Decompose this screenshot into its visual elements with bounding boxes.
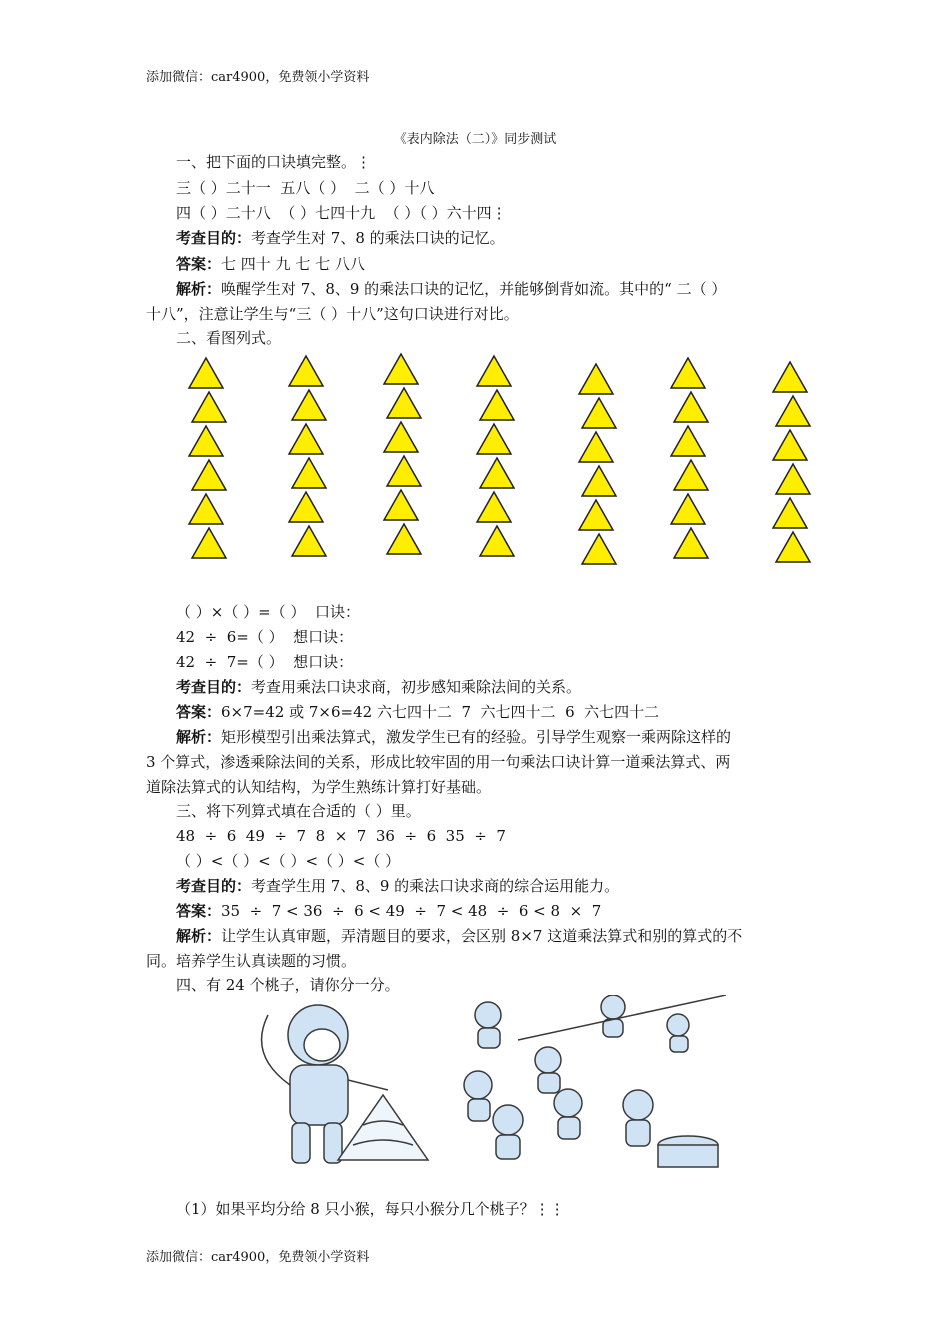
q2-line2: 42 ÷ 6=（ ） 想口诀：	[176, 628, 354, 646]
triangle	[189, 358, 223, 388]
goal-label: 考查目的：	[176, 877, 252, 895]
q3-heading: 三、将下列算式填在合适的（ ）里。	[176, 802, 421, 820]
triangle	[387, 524, 421, 554]
triangle	[384, 354, 418, 384]
triangle	[579, 364, 613, 394]
monkeys-peaches-illustration	[218, 995, 726, 1173]
answer-label: 答案：	[176, 703, 222, 721]
goal-label: 考查目的：	[176, 678, 252, 696]
triangle	[674, 528, 708, 558]
triangle	[292, 458, 326, 488]
goal-text: 考查学生对 7、8 的乘法口诀的记忆。	[251, 229, 505, 247]
analysis-text: 矩形模型引出乘法算式，激发学生已有的经验。引导学生观察一乘两除这样的	[221, 728, 732, 746]
q3-line1: 48 ÷ 6 49 ÷ 7 8 × 7 36 ÷ 6 35 ÷ 7	[176, 827, 506, 845]
triangle	[292, 390, 326, 420]
q3-goal	[176, 876, 619, 896]
triangle	[773, 498, 807, 528]
triangle	[582, 534, 616, 564]
q3-analysis-cont: 同。培养学生认真读题的习惯。	[146, 952, 357, 970]
analysis-label: 解析：	[176, 927, 222, 945]
triangle	[477, 492, 511, 522]
triangle	[579, 500, 613, 530]
goal-text: 考查用乘法口诀求商，初步感知乘除法间的关系。	[251, 678, 582, 696]
triangle	[671, 426, 705, 456]
triangle	[289, 424, 323, 454]
q1-line2: 四（ ）二十八 （ ）七四十九 （ ）（ ）六十四⋮	[176, 204, 507, 222]
goal-text: 考查学生用 7、8、9 的乘法口诀求商的综合运用能力。	[251, 877, 620, 895]
answer-text: 6×7=42 或 7×6=42 六七四十二 7 六七四十二 6 六七四十二	[221, 703, 660, 721]
triangle	[582, 398, 616, 428]
triangle	[289, 356, 323, 386]
triangle	[776, 464, 810, 494]
q3-line2: （ ）<（ ）<（ ）<（ ）<（ ）	[176, 852, 401, 870]
triangle	[477, 424, 511, 454]
triangle	[384, 490, 418, 520]
triangle	[477, 356, 511, 386]
triangle	[480, 526, 514, 556]
q2-answer	[176, 702, 659, 722]
triangle	[773, 362, 807, 392]
triangle	[579, 432, 613, 462]
answer-label: 答案：	[176, 255, 222, 273]
q3-analysis	[176, 926, 742, 946]
analysis-text: 唤醒学生对 7、8、9 的乘法口诀的记忆，并能够倒背如流。其中的“ 二（ ）	[221, 280, 727, 298]
q2-heading: 二、看图列式。	[176, 329, 282, 347]
triangle	[480, 390, 514, 420]
q2-goal	[176, 677, 581, 697]
triangle	[189, 494, 223, 524]
q1-answer	[176, 254, 365, 274]
triangle	[671, 358, 705, 388]
q2-analysis-cont2: 道除法算式的认知结构，为学生熟练计算打好基础。	[146, 778, 492, 796]
goal-label: 考查目的：	[176, 229, 252, 247]
answer-text: 七 四十 九 七 七 八八	[221, 255, 365, 273]
triangle	[387, 456, 421, 486]
q1-line1: 三（ ）二十一 五八（ ） 二（ ）十八	[176, 179, 435, 197]
triangle	[582, 466, 616, 496]
analysis-text: 让学生认真审题，弄清题目的要求，会区别 8×7 这道乘法算式和别的算式的不	[221, 927, 743, 945]
triangle	[289, 492, 323, 522]
q3-answer	[176, 901, 601, 921]
triangle	[189, 426, 223, 456]
answer-text: 35 ÷ 7 < 36 ÷ 6 < 49 ÷ 7 < 48 ÷ 6 < 8 × 7	[221, 902, 602, 920]
q1-heading: 一、把下面的口诀填完整。⋮	[176, 153, 372, 171]
header-note: 添加微信：car4900，免费领小学资料	[146, 70, 370, 85]
triangle	[773, 430, 807, 460]
page-title: 《表内除法（二）》同步测试	[393, 132, 557, 147]
triangle	[480, 458, 514, 488]
analysis-label: 解析：	[176, 728, 222, 746]
q4-sub1: （1）如果平均分给 8 只小猴，每只小猴分几个桃子？⋮⋮	[176, 1200, 565, 1218]
q1-analysis	[176, 279, 726, 299]
triangle	[776, 396, 810, 426]
triangle	[674, 392, 708, 422]
answer-label: 答案：	[176, 902, 222, 920]
triangle	[776, 532, 810, 562]
triangle-figure	[176, 352, 816, 572]
triangle	[192, 528, 226, 558]
triangle	[674, 460, 708, 490]
triangle	[192, 392, 226, 422]
triangle	[671, 494, 705, 524]
q1-goal	[176, 228, 505, 248]
footer-note: 添加微信：car4900，免费领小学资料	[146, 1250, 370, 1265]
q2-line1: （ ）×（ ）=（ ） 口诀：	[176, 603, 360, 621]
triangle	[387, 388, 421, 418]
triangle	[192, 460, 226, 490]
q2-analysis	[176, 727, 731, 747]
q4-heading: 四、有 24 个桃子，请你分一分。	[176, 976, 400, 994]
q1-analysis-cont: 十八”，注意让学生与“三（ ）十八”这句口诀进行对比。	[146, 305, 519, 323]
q2-line3: 42 ÷ 7=（ ） 想口诀：	[176, 653, 354, 671]
triangle	[292, 526, 326, 556]
triangle	[384, 422, 418, 452]
q2-analysis-cont1: 3 个算式，渗透乘除法间的关系，形成比较牢固的用一句乘法口诀计算一道乘法算式、两	[146, 753, 731, 771]
analysis-label: 解析：	[176, 280, 222, 298]
